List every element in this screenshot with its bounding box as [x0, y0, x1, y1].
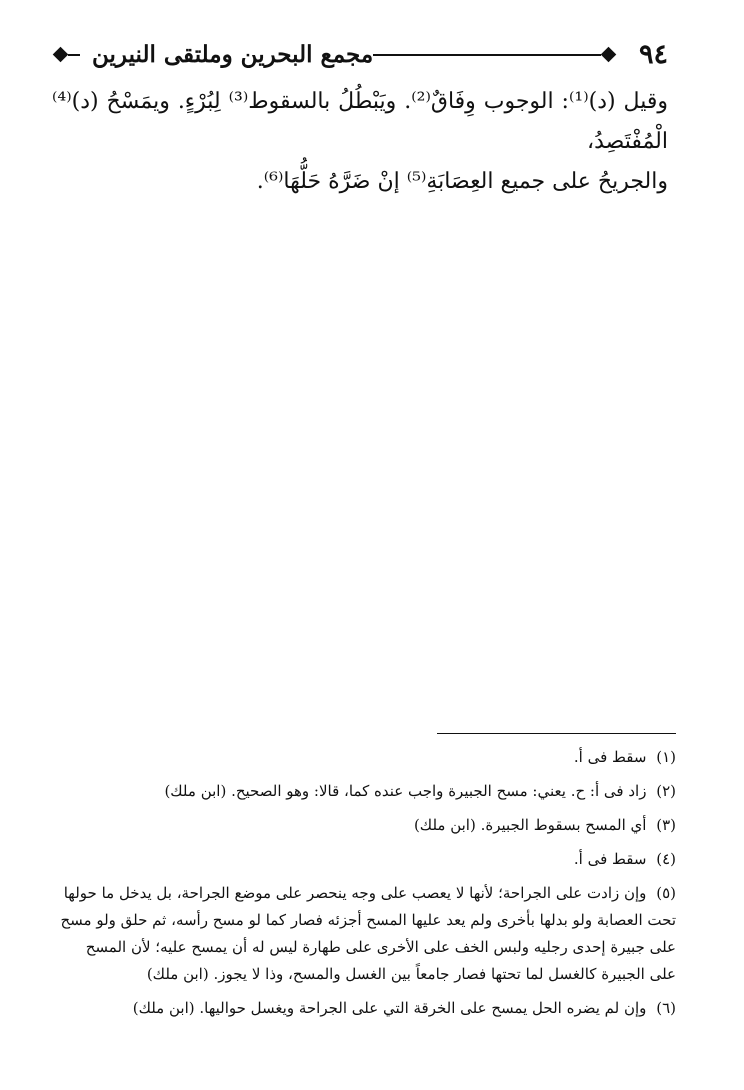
footnote-text: سقط فى أ.	[573, 748, 647, 766]
text-line: وقيل (د)⁽¹⁾: الوجوب وِفَاقٌ⁽²⁾. ويَبْطُلُ بالسقوط⁽³⁾ لِبُرْءٍ. ويمَسْحُ (د)⁽⁴⁾ الْمُفْتَصِدُ،	[52, 89, 668, 154]
footnote-separator	[437, 733, 676, 734]
footnote-text: وإن لم يضره الحل يمسح على الخرقة التي على الجراحة ويغسل حواليها. (ابن ملك)	[132, 999, 647, 1017]
text-line: والجريحُ على جميع العِصَابَةِ⁽⁵⁾ إنْ ضَرَّهُ حَلُّهَا⁽⁶⁾.	[256, 169, 668, 194]
footnote-number: (٦)	[656, 999, 676, 1017]
book-title: مجمع البحرين وملتقى النيرين	[92, 41, 374, 68]
page-number: ٩٤	[638, 39, 668, 70]
page-header	[52, 38, 668, 74]
footnote-number: (٥)	[656, 884, 676, 902]
footnote-number: (٢)	[656, 782, 676, 800]
footnote	[60, 744, 676, 771]
main-text	[52, 82, 668, 202]
footnote	[60, 995, 676, 1022]
diamond-ornament-icon	[601, 47, 617, 63]
footnote	[60, 812, 676, 839]
footnote-number: (٤)	[656, 850, 676, 868]
footnote	[60, 880, 676, 988]
footnote-text: وإن زادت على الجراحة؛ لأنها لا يعصب على وجه ينحصر على موضع الجراحة، بل يدخل ما حولها تحت العصابة ولو بدلها بأخرى ولم يعد عليها المسح أجزئه فصار كما لو مسح رأسه، ثم حلق ولو مسح على جبيرة إحدى رجليه ولبس الخف على الأخرى على طهارة ليس له أن يمسح عليه؛ لأن المسح على الجبيرة كالغسل لما تحتها فصار جامعاً بين الغسل والمسح، وذا لا يجوز. (ابن ملك)	[60, 884, 676, 983]
footnote-number: (١)	[656, 748, 676, 766]
footnote-text: زاد فى أ: ح. يعني: مسح الجبيرة واجب عنده كما، قالا: وهو الصحيح. (ابن ملك)	[164, 782, 647, 800]
footnote-number: (٣)	[656, 816, 676, 834]
header-rule	[373, 54, 601, 56]
diamond-ornament-icon	[53, 47, 69, 63]
footnote	[60, 778, 676, 805]
footnote	[60, 846, 676, 873]
footnote-text: أي المسح بسقوط الجبيرة. (ابن ملك)	[413, 816, 647, 834]
footnotes	[60, 744, 676, 1029]
footnote-text: سقط فى أ.	[573, 850, 647, 868]
header-rule	[68, 54, 80, 56]
